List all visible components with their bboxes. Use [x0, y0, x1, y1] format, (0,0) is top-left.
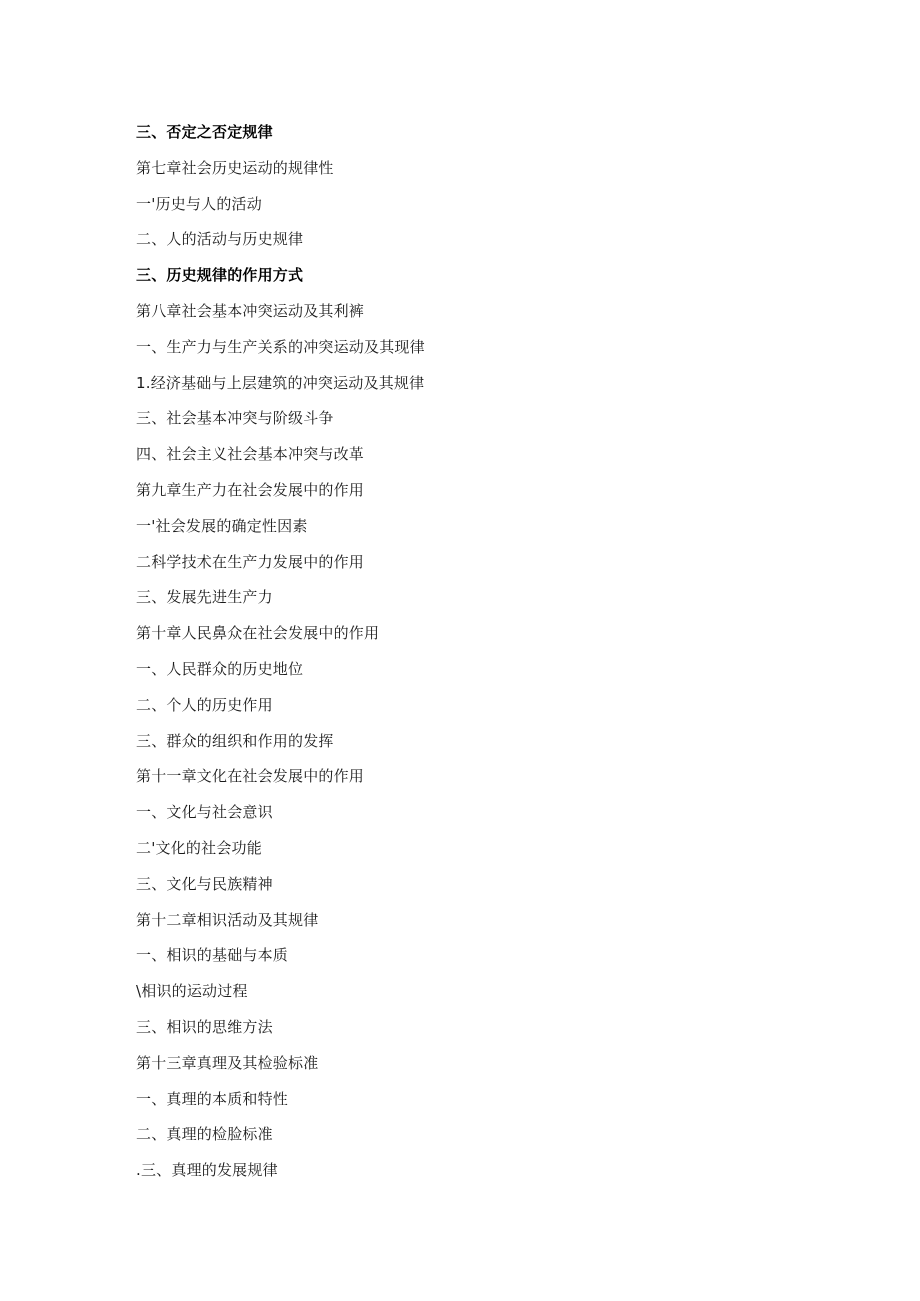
table-of-contents	[136, 119, 425, 1193]
section-heading: 一、人民群众的历史地位	[136, 659, 304, 678]
section-heading: 三、文化与民族精神	[136, 874, 273, 893]
chapter-heading: 第十三章真理及其检验标准	[136, 1053, 319, 1072]
chapter-heading: 第八章社会基本冲突运动及其利裤	[136, 301, 365, 320]
section-heading: \相识的运动过程	[136, 982, 248, 1001]
section-heading: 二、人的活动与历史规律	[136, 230, 304, 249]
section-heading: 二'文化的社会功能	[136, 838, 262, 857]
chapter-heading: 第七章社会历史运动的规律性	[136, 158, 334, 177]
section-heading: 一、文化与社会意识	[136, 803, 273, 822]
chapter-heading: 第十章人民鼻众在社会发展中的作用	[136, 624, 380, 643]
section-heading: 三、相识的思维方法	[136, 1017, 273, 1036]
section-heading: 一'历史与人的活动	[136, 194, 262, 213]
section-heading: 三、历史规律的作用方式	[136, 266, 304, 285]
section-heading: 一、生产力与生产关系的冲突运动及其现律	[136, 337, 425, 356]
section-heading: 四、社会主义社会基本冲突与改革	[136, 445, 365, 464]
section-heading: 一、真理的本质和特性	[136, 1089, 289, 1108]
chapter-heading: 第十一章文化在社会发展中的作用	[136, 767, 365, 786]
section-heading: 1.经济基础与上层建筑的冲突运动及其规律	[136, 373, 425, 392]
chapter-heading: 第十二章相识活动及其规律	[136, 910, 319, 929]
section-heading: 一、相识的基础与本质	[136, 946, 289, 965]
chapter-heading: 第九章生产力在社会发展中的作用	[136, 480, 365, 499]
section-heading: 二科学技术在生产力发展中的作用	[136, 552, 365, 571]
section-heading: 三、群众的组织和作用的发挥	[136, 731, 334, 750]
section-heading: 二、真理的检脸标准	[136, 1125, 273, 1144]
section-heading: 一'社会发展的确定性因素	[136, 516, 308, 535]
section-heading: 二、个人的历史作用	[136, 695, 273, 714]
section-heading: .三、真理的发展规律	[136, 1161, 278, 1180]
section-heading: 三、发展先进生产力	[136, 588, 273, 607]
section-heading: 三、社会基本冲突与阶级斗争	[136, 409, 334, 428]
section-heading: 三、否定之否定规律	[136, 123, 273, 141]
